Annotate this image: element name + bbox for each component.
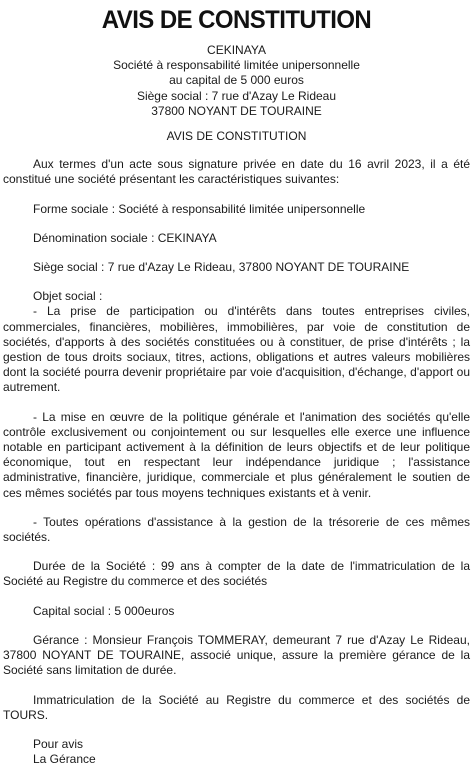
forme-sociale: Forme sociale : Société à responsabilité limitée unipersonnelle	[33, 201, 366, 216]
company-type: Société à responsabilité limitée unipersonnelle	[113, 58, 360, 73]
immatriculation: Immatriculation de la Société au Registre du commerce et des sociétés de TOURS.	[3, 692, 470, 722]
capital-social: Capital social : 5 000euros	[33, 603, 175, 618]
intro-paragraph: Aux termes d'un acte sous signature privée en date du 16 avril 2023, il a été constitué une société présentant les caractéristiques suivantes:	[3, 157, 470, 187]
notice-title: AVIS DE CONSTITUTION	[101, 6, 372, 34]
company-city: 37800 NOYANT DE TOURAINE	[151, 103, 322, 118]
pour-avis: Pour avis	[33, 736, 84, 751]
objet-social-label: Objet social :	[33, 289, 103, 304]
company-name: CEKINAYA	[207, 43, 266, 57]
company-capital: au capital de 5 000 euros	[169, 73, 304, 88]
notice-subtitle: AVIS DE CONSTITUTION	[166, 129, 307, 144]
objet-social-item-1: - La prise de participation ou d'intérêts dans toutes entreprises civiles, commerciales, financières, mobilières, immobilières, par voie de constitution de sociétés, d'apports à des sociétés constituées ou à constituer, de prise d'intérêts ; la gestion de tous droits sociaux, titres, actions, obligations et autres valeurs mobilières dont la société pourra devenir propriétaire par voie d'acquisition, d'échange, d'apport ou autrement.	[3, 304, 470, 395]
denomination-sociale: Dénomination sociale : CEKINAYA	[33, 230, 217, 245]
objet-social-item-2: - La mise en œuvre de la politique générale et l'animation des sociétés qu'elle contrôle exclusivement ou conjointement ou sur lesquelles elle exerce une influence notable en participant activement à la définition de leurs objectifs et de leur politique économique, tout en respectant leur indépendance juridique ; l'assistance administrative, financière, juridique, commerciale et plus généralement le soutien de ces mêmes sociétés par tous moyens techniques existants et à venir.	[3, 409, 470, 500]
duree-societe: Durée de la Société : 99 ans à compter de la date de l'immatriculation de la Société au Registre du commerce et des sociétés	[3, 559, 470, 589]
signature: La Gérance	[33, 752, 96, 767]
gerance: Gérance : Monsieur François TOMMERAY, demeurant 7 rue d'Azay Le Rideau, 37800 NOYANT DE TOURAINE, associé unique, assure la première gérance de la Société sans limitation de durée.	[3, 632, 470, 678]
siege-social: Siège social : 7 rue d'Azay Le Rideau, 37800 NOYANT DE TOURAINE	[33, 260, 410, 275]
objet-social-item-3: - Toutes opérations d'assistance à la gestion de la trésorerie de ces mêmes sociétés.	[3, 514, 470, 545]
company-header	[3, 43, 470, 119]
company-siege: Siège social : 7 rue d'Azay Le Rideau	[136, 88, 337, 103]
